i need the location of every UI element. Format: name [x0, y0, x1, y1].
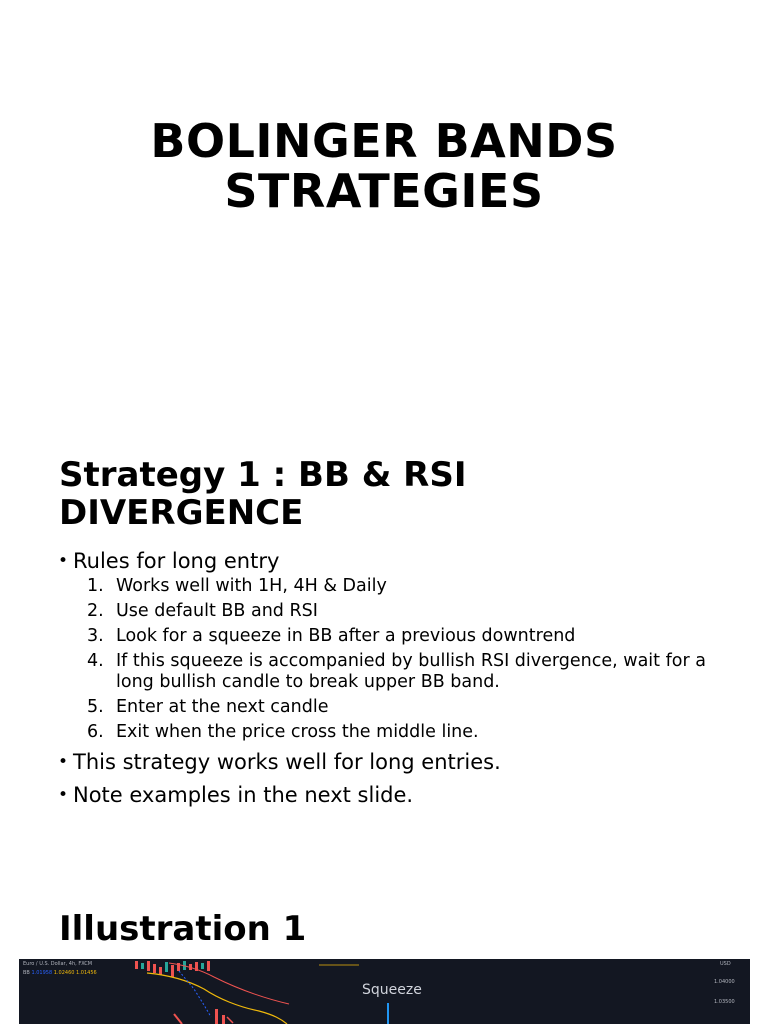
rule-text: Exit when the price cross the middle line.	[116, 721, 479, 742]
illustration-heading: Illustration 1	[59, 909, 307, 949]
chart-bb-readout	[23, 970, 97, 976]
strategy-heading-line-1: Strategy 1 : BB & RSI	[59, 455, 467, 495]
bullet-rules-label	[58, 546, 718, 576]
rule-number: 4.	[87, 651, 104, 671]
price-tick: 1.03500	[714, 999, 735, 1005]
rule-text: Look for a squeeze in BB after a previous downtrend	[116, 626, 576, 646]
illustration-slide	[0, 900, 768, 1024]
bb-basis-value: 1.01958	[31, 970, 53, 976]
bullet-rules-label-text: Rules for long entry	[73, 549, 280, 573]
title-slide	[0, 0, 768, 410]
bullet-works-well-text: This strategy works well for long entries.	[73, 749, 501, 774]
bullet-note-examples-text: Note examples in the next slide.	[73, 782, 414, 807]
rule-number: 5.	[87, 696, 104, 717]
bb-lower-value: 1.01456	[76, 970, 97, 976]
rule-item	[58, 722, 718, 743]
bullet-works-well	[58, 747, 718, 777]
rule-number: 2.	[87, 601, 104, 621]
strategy-heading	[59, 456, 467, 532]
rule-text: Use default BB and RSI	[116, 601, 318, 621]
candles	[135, 961, 225, 1024]
rule-text: Enter at the next candle	[116, 696, 329, 717]
bb-label: BB	[23, 970, 30, 976]
rule-text: Works well with 1H, 4H & Daily	[116, 576, 387, 596]
bullet-note-examples	[58, 780, 718, 810]
strategy-bullet-list	[58, 546, 718, 810]
rule-item	[58, 626, 718, 647]
chart-header: Euro / U.S. Dollar, 4h, FXCM	[23, 961, 93, 967]
rule-item	[58, 697, 718, 718]
title-line-2: STRATEGIES	[224, 164, 544, 218]
rule-number: 3.	[87, 626, 104, 646]
bb-upper-value: 1.02460	[53, 970, 75, 976]
strategy-heading-line-2: DIVERGENCE	[59, 493, 304, 533]
rules-list	[58, 576, 718, 742]
rule-number: 6.	[87, 721, 104, 742]
rules-container	[58, 576, 718, 742]
rule-number: 1.	[87, 576, 104, 596]
squeeze-annotation: Squeeze	[362, 982, 422, 998]
rule-item	[58, 651, 718, 692]
rule-item	[58, 601, 718, 622]
price-tick: 1.04000	[714, 979, 735, 985]
rule-text: If this squeeze is accompanied by bullish RSI divergence, wait for a long bullish candle to break upper BB band.	[116, 651, 706, 692]
trading-chart-screenshot	[19, 959, 750, 1024]
title-line-1: BOLINGER BANDS	[150, 114, 618, 168]
rule-item	[58, 576, 718, 597]
currency-label: USD	[720, 961, 731, 967]
slide-title	[0, 116, 768, 216]
strategy-slide	[0, 448, 768, 868]
